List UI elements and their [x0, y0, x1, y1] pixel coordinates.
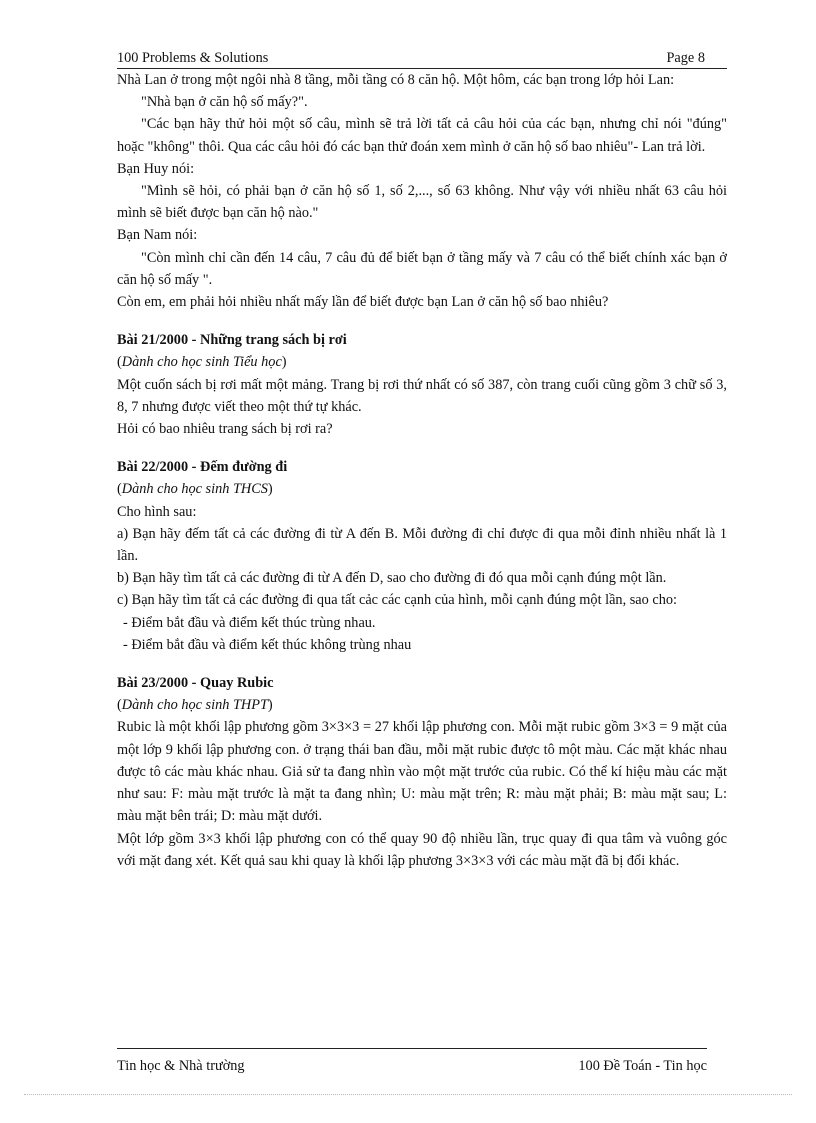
paragraph: Một lớp gồm 3×3 khối lập phương con có thể quay 90 độ nhiều lần, trục quay đi qua tâm và vuông góc với mặt đang xét. Kết quả sau khi quay là khối lập phương 3×3×3 với các màu mặt đã bị đổi khác. [117, 830, 727, 869]
list-item: - Điểm bắt đầu và điểm kết thúc trùng nhau. [123, 614, 376, 631]
paragraph: Một cuốn sách bị rơi mất một mảng. Trang bị rơi thứ nhất có số 387, còn trang cuối cũng gồm 3 chữ số 3, 8, 7 nhưng được viết theo một thứ tự khác. [117, 376, 727, 415]
problem-21 [117, 329, 727, 440]
page-header [117, 48, 727, 69]
paragraph: Bạn Nam nói: [117, 227, 198, 244]
paragraph: Hỏi có bao nhiêu trang sách bị rơi ra? [117, 421, 333, 438]
paragraph: Còn em, em phải hỏi nhiều nhất mấy lần để biết được bạn Lan ở căn hộ số bao nhiêu? [117, 294, 609, 311]
page-break-divider [24, 1094, 792, 1095]
problem-title: Bài 23/2000 - Quay Rubic [117, 675, 274, 692]
paragraph: Bạn Huy nói: [117, 160, 195, 177]
problem-title: Bài 22/2000 - Đếm đường đi [117, 459, 288, 476]
paragraph: Rubic là một khối lập phương gồm 3×3×3 = 27 khối lập phương con. Mỗi mặt rubic gồm 3×3 = 9 mặt của một lớp 9 khối lập phương con. ở trạng thái ban đầu, mỗi mặt rubic được tô một màu. Các mặt khác nhau được tô các màu khác nhau. Giả sử ta đang nhìn vào một mặt trước của rubic. Có thể kí hiệu màu các mặt như sau: F: màu mặt trước là mặt ta đang nhìn; U: màu mặt trên; R: màu mặt phải; B: màu mặt sau; L: màu mặt bên trái; D: màu mặt dưới. [117, 719, 727, 825]
paragraph: a) Bạn hãy đếm tất cả các đường đi từ A đến B. Mỗi đường đi chỉ được đi qua mỗi đỉnh nhiều nhất là 1 lần. [117, 525, 727, 565]
problem-22 [117, 456, 727, 656]
paragraph: "Nhà bạn ở căn hộ số mấy?". [141, 94, 308, 111]
document-page [117, 48, 727, 872]
paragraph: "Còn mình chỉ cần đến 14 câu, 7 câu đủ để biết bạn ở tầng mấy và 7 câu có thể biết chính xác bạn ở căn hộ số mấy ". [117, 249, 727, 288]
problem-audience: (Dành cho học sinh Tiểu học) [117, 354, 287, 371]
page-footer [117, 1048, 707, 1075]
intro-problem [117, 69, 727, 313]
header-title: 100 Problems & Solutions [117, 50, 269, 66]
footer-left: Tin học & Nhà trường [117, 1058, 245, 1074]
page-number: Page 8 [666, 50, 705, 66]
problem-title: Bài 21/2000 - Những trang sách bị rơi [117, 332, 347, 349]
footer-right: 100 Đề Toán - Tin học [578, 1058, 707, 1074]
list-item: - Điểm bắt đầu và điểm kết thúc không trùng nhau [123, 636, 412, 653]
paragraph: b) Bạn hãy tìm tất cả các đường đi từ A đến D, sao cho đường đi đó qua mỗi cạnh đúng một lần. [117, 570, 667, 587]
paragraph: Cho hình sau: [117, 503, 197, 520]
paragraph: "Các bạn hãy thử hỏi một số câu, mình sẽ trả lời tất cả câu hỏi của các bạn, nhưng chỉ nói "đúng" hoặc "không" thôi. Qua các câu hỏi đó các bạn thử đoán xem mình ở căn hộ số bao nhiêu"- Lan trả lời. [117, 116, 727, 155]
paragraph: "Mình sẽ hỏi, có phải bạn ở căn hộ số 1, số 2,..., số 63 không. Như vậy với nhiều nhất 63 câu hỏi mình sẽ biết được bạn căn hộ nào." [117, 183, 727, 222]
paragraph: c) Bạn hãy tìm tất cả các đường đi qua tất cảc các cạnh của hình, mỗi cạnh đúng một lần, sao cho: [117, 592, 677, 609]
problem-audience: (Dành cho học sinh THCS) [117, 481, 273, 498]
problem-audience: (Dành cho học sinh THPT) [117, 697, 273, 714]
paragraph: Nhà Lan ở trong một ngôi nhà 8 tầng, mỗi tầng có 8 căn hộ. Một hôm, các bạn trong lớp hỏi Lan: [117, 72, 675, 88]
problem-23 [117, 672, 727, 872]
